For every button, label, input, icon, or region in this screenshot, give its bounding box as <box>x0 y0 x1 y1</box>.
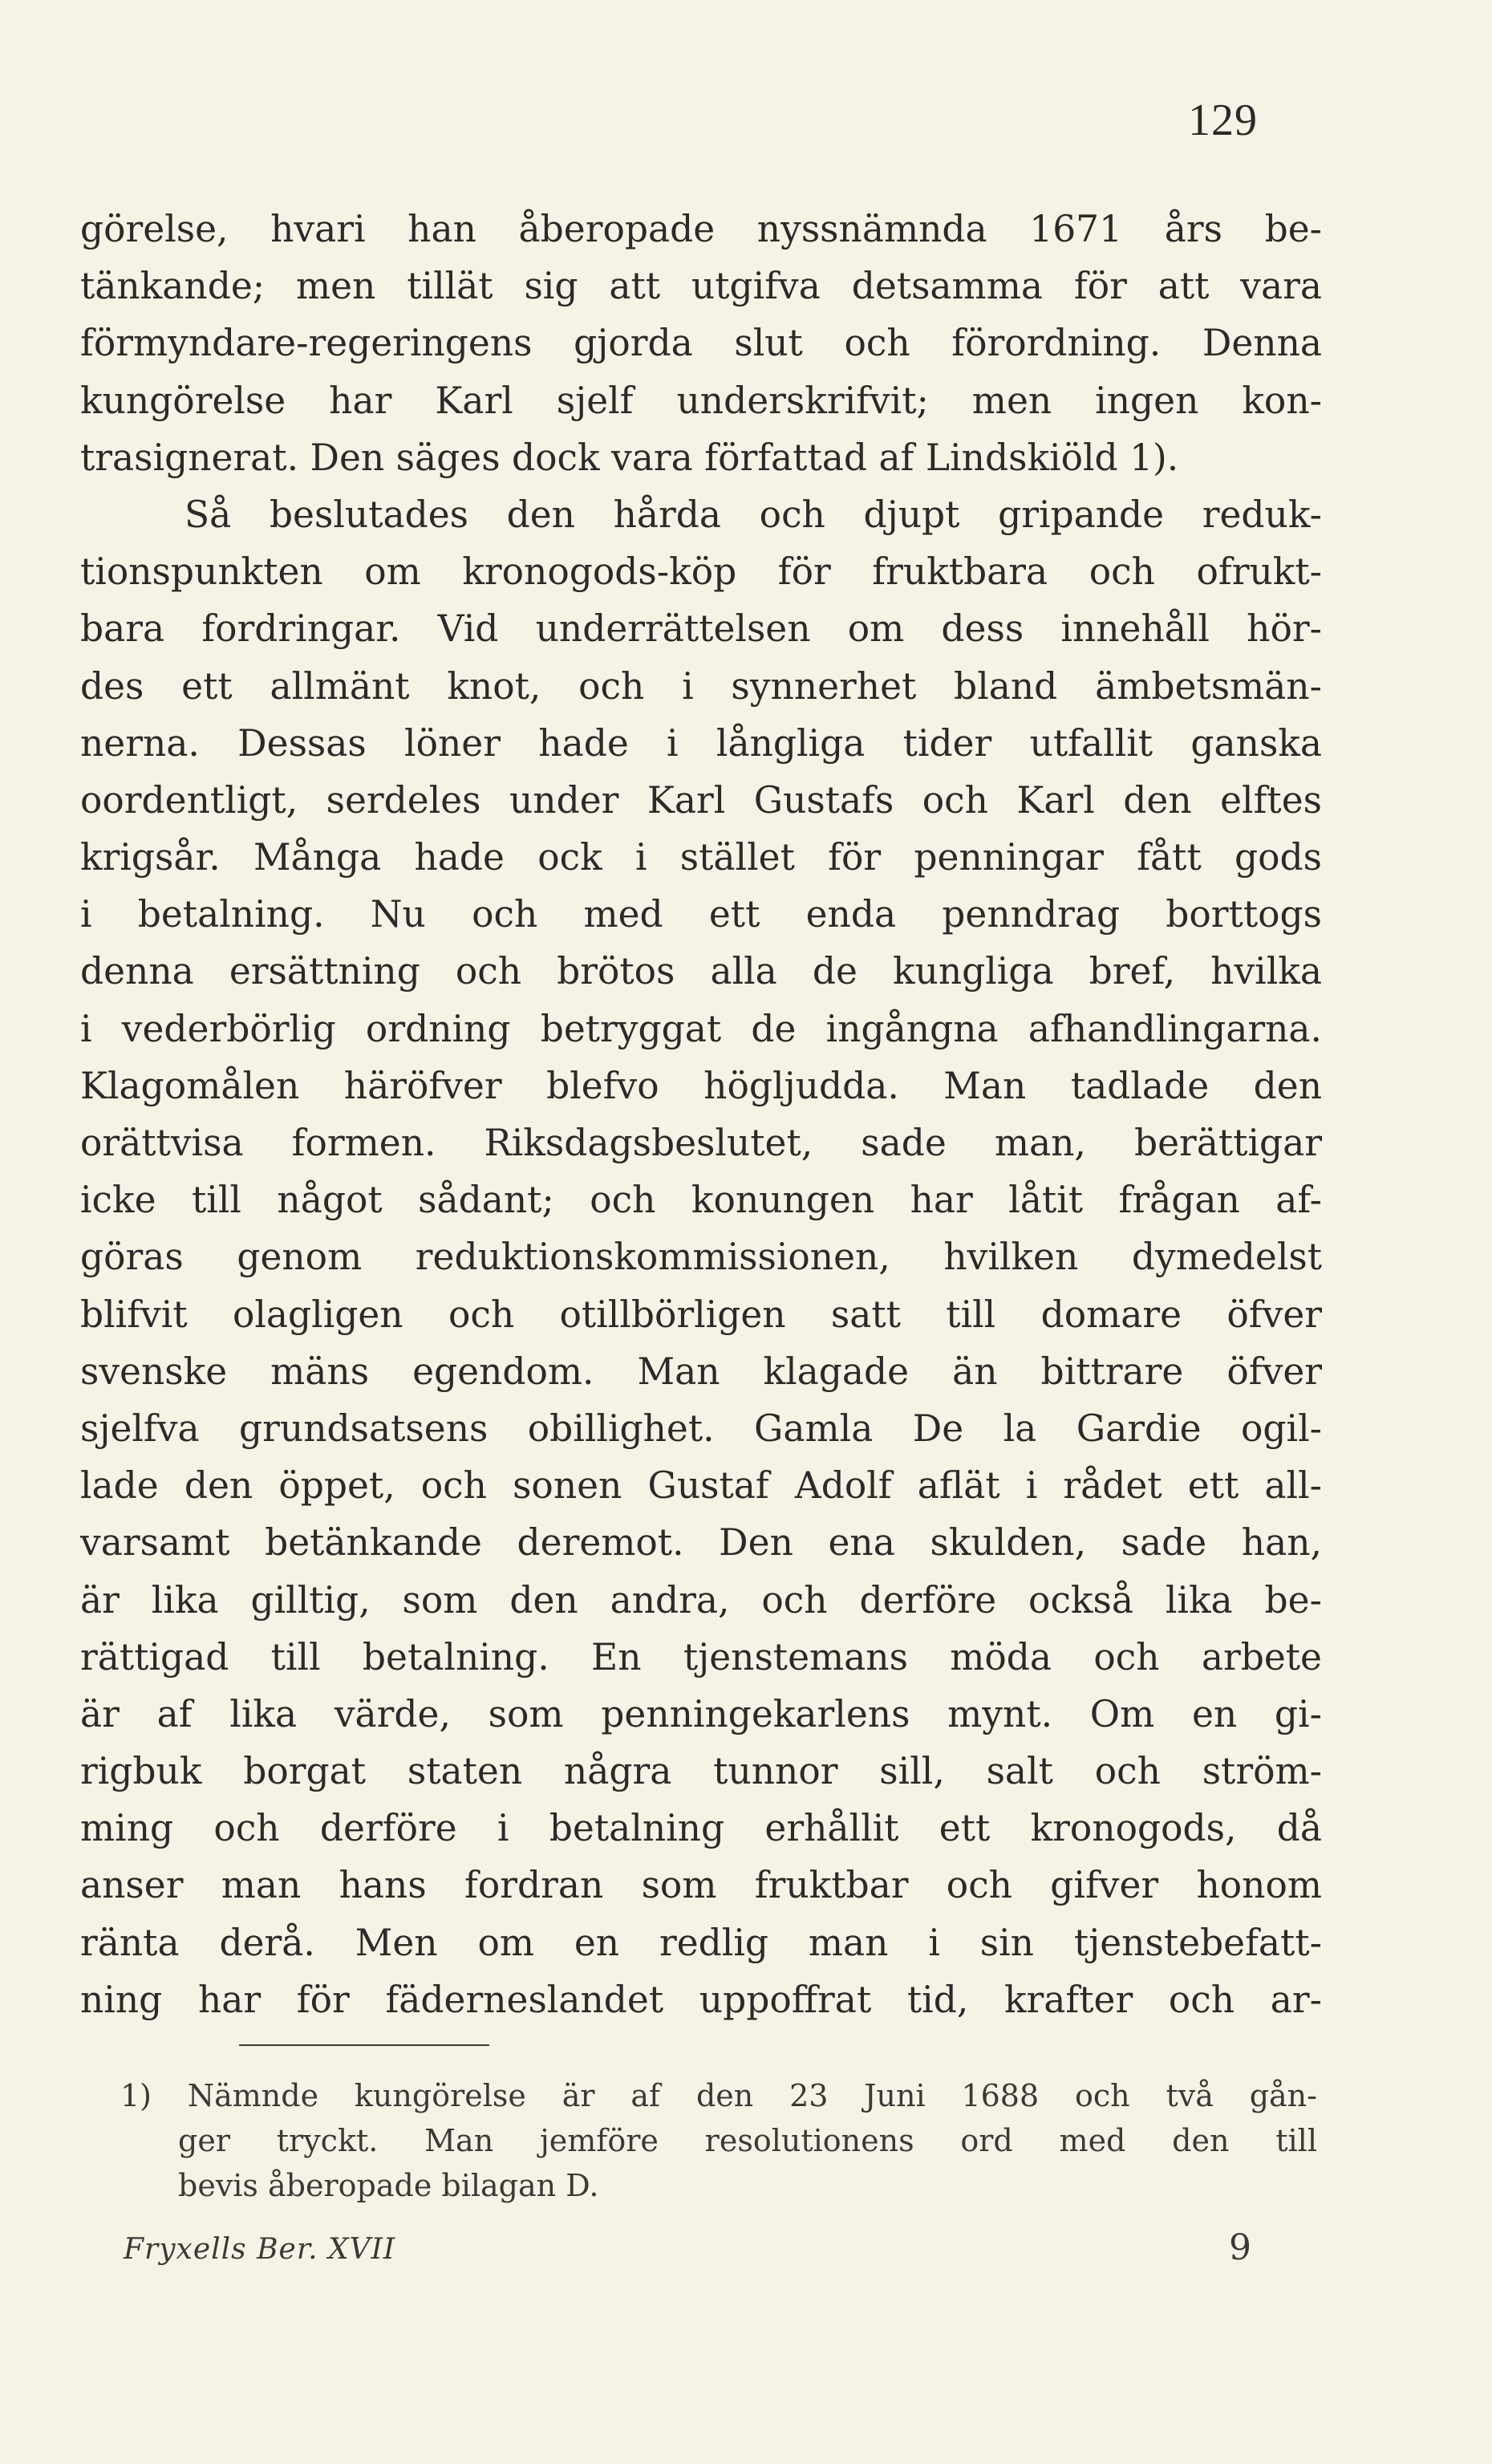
text-line: krigsår. Många hade ock i stället för penningar fått gods <box>80 836 1322 879</box>
text-line: ming och derföre i betalning erhållit ett kronogods, då <box>80 1807 1322 1850</box>
text-line: bara fordringar. Vid underrättelsen om dess innehåll hör- <box>80 607 1322 651</box>
text-line: förmyndare-regeringens gjorda slut och förordning. Denna <box>80 322 1322 365</box>
text-line: blifvit olagligen och otillbörligen satt till domare öfver <box>80 1293 1322 1336</box>
text-line: Klagomålen häröfver blefvo högljudda. Man tadlade den <box>80 1064 1322 1107</box>
text-line: des ett allmänt knot, och i synnerhet bland ämbetsmän- <box>80 664 1322 708</box>
text-line: orättvisa formen. Riksdagsbeslutet, sade man, berättigar <box>80 1122 1322 1164</box>
text-line: denna ersättning och brötos alla de kungliga bref, hvilka <box>80 950 1322 993</box>
main-text <box>80 201 1322 2028</box>
text-line: är af lika värde, som penningekarlens mynt. Om en gi- <box>80 1692 1322 1735</box>
text-line: ränta derå. Men om en redlig man i sin tjenstebefatt- <box>80 1921 1322 1964</box>
text-line: lade den öppet, och sonen Gustaf Adolf aflät i rådet ett all- <box>80 1464 1322 1508</box>
text-line: rigbuk borgat staten några tunnor sill, salt och ström- <box>80 1750 1322 1793</box>
text-line: göras genom reduktionskommissionen, hvilken dymedelst <box>80 1236 1322 1279</box>
text-line: anser man hans fordran som fruktbar och gifver honom <box>80 1864 1322 1907</box>
text-line: görelse, hvari han åberopade nyssnämnda 1671 års be- <box>80 208 1322 250</box>
text-line: icke till något sådant; och konungen har låtit frågan af- <box>80 1179 1322 1222</box>
text-line: tänkande; men tillät sig att utgifva detsamma för att vara <box>80 265 1322 308</box>
printer-signature: Fryxells Ber. XVII <box>124 2233 396 2266</box>
footnote-line: ger tryckt. Man jemföre resolutionens ord med den till <box>178 2123 1317 2158</box>
text-line: är lika gilltig, som den andra, och derföre också lika be- <box>80 1578 1322 1622</box>
page-number: 129 <box>1188 95 1258 145</box>
text-line: Så beslutades den hårda och djupt gripande reduk- <box>184 493 1322 536</box>
text-line: oordentligt, serdeles under Karl Gustafs och Karl den elftes <box>80 778 1322 822</box>
text-line: trasignerat. Den säges dock vara författad af Lindskiöld 1). <box>80 436 1179 479</box>
text-line: i vederbörlig ordning betryggat de ingångna afhandlingarna. <box>80 1007 1322 1050</box>
text-line: kungörelse har Karl sjelf underskrifvit; men ingen kon- <box>80 379 1322 422</box>
footnote-divider <box>239 2044 489 2046</box>
text-line: tionspunkten om kronogods-köp för fruktbara och ofrukt- <box>80 550 1322 594</box>
text-line: ning har för fäderneslandet uppoffrat tid, krafter och ar- <box>80 1978 1322 2021</box>
footnote-line: bevis åberopade bilagan D. <box>178 2168 599 2203</box>
text-line: varsamt betänkande deremot. Den ena skulden, sade han, <box>80 1521 1322 1565</box>
footnote-line: 1) Nämnde kungörelse är af den 23 Juni 1688 och två gån- <box>120 2078 1317 2113</box>
text-line: svenske mäns egendom. Man klagade än bittrare öfver <box>80 1350 1322 1393</box>
signature-mark: 9 <box>1229 2227 1251 2268</box>
text-line: nerna. Dessas löner hade i långliga tider utfallit ganska <box>80 721 1322 765</box>
text-line: sjelfva grundsatsens obillighet. Gamla De la Gardie ogil- <box>80 1407 1322 1450</box>
footnote <box>120 2073 1317 2208</box>
text-line: i betalning. Nu och med ett enda penndrag borttogs <box>80 893 1322 936</box>
text-line: rättigad till betalning. En tjenstemans möda och arbete <box>80 1635 1322 1679</box>
